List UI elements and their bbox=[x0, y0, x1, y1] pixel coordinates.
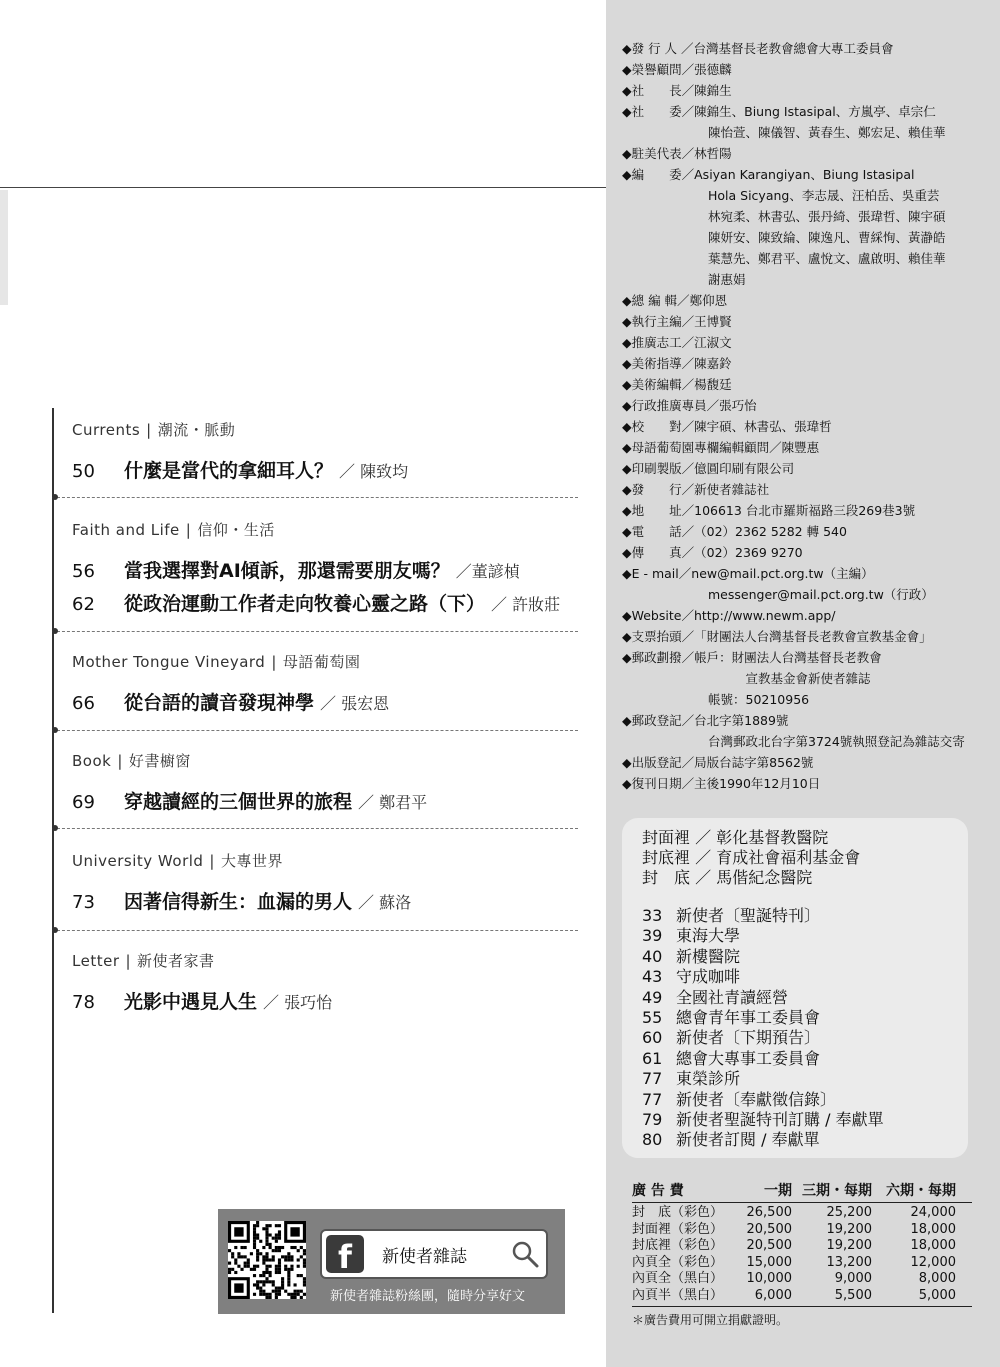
masthead-value: 陳錦生 bbox=[694, 83, 732, 98]
category-zh: 母語葡萄園 bbox=[282, 653, 361, 671]
qr-code-icon[interactable] bbox=[228, 1221, 306, 1299]
masthead-value: 王博賢 bbox=[694, 314, 732, 329]
advertiser-page: 43 bbox=[642, 967, 663, 987]
masthead-label: ◆美術編輯／ bbox=[622, 377, 695, 392]
advertiser-page: 60 bbox=[642, 1028, 663, 1048]
cover-ad-row bbox=[642, 848, 860, 868]
advertiser-row bbox=[642, 1008, 884, 1028]
masthead-label: ◆支票抬頭／ bbox=[622, 629, 695, 644]
masthead-label: ◆母語葡萄園專欄編輯顧問／ bbox=[622, 440, 782, 455]
article-author: ／ 鄭君平 bbox=[358, 793, 428, 812]
cover-ad-name: 彰化基督教醫院 bbox=[716, 828, 829, 847]
rate-row bbox=[632, 1255, 972, 1272]
page-number: 78 bbox=[72, 992, 95, 1013]
rate-cell: 18,000 bbox=[910, 1238, 956, 1253]
section-divider bbox=[52, 828, 578, 829]
masthead-label: ◆發 行／ bbox=[622, 482, 695, 497]
toc-category: Currents | 潮流・脈動 bbox=[72, 421, 236, 439]
masthead-row bbox=[622, 101, 982, 122]
masthead-label: ◆Website／ bbox=[622, 608, 694, 623]
rate-cell: 19,200 bbox=[826, 1238, 872, 1253]
toc-category: Book | 好書櫥窗 bbox=[72, 752, 191, 770]
rate-cell: 內頁半（黑白） bbox=[632, 1287, 724, 1303]
rate-cell: 封 底（彩色） bbox=[632, 1205, 724, 1220]
masthead-row bbox=[622, 605, 982, 626]
advertiser-page: 33 bbox=[642, 906, 663, 925]
masthead-row bbox=[622, 563, 982, 584]
article-author: ／ 陳致均 bbox=[339, 462, 409, 481]
article-author: ／ 張宏恩 bbox=[320, 694, 390, 713]
rate-row bbox=[632, 1238, 972, 1255]
masthead-value: 局版台誌字第8562號 bbox=[694, 755, 814, 770]
masthead-row bbox=[622, 164, 982, 185]
page-number: 62 bbox=[72, 594, 95, 615]
masthead-label: ◆印刷製版／ bbox=[622, 461, 695, 476]
masthead-label: ◆社 長／ bbox=[622, 83, 695, 98]
page-number: 56 bbox=[72, 561, 95, 582]
masthead-row bbox=[622, 479, 982, 500]
top-rule bbox=[0, 187, 606, 188]
masthead-label: ◆校 對／ bbox=[622, 419, 695, 434]
masthead-label: ◆推廣志工／ bbox=[622, 335, 695, 350]
advertiser-name: 東榮診所 bbox=[676, 1069, 741, 1089]
advertiser-page: 49 bbox=[642, 987, 663, 1007]
advertiser-name: 新使者〔下期預告〕 bbox=[676, 1028, 821, 1048]
toc-category: Faith and Life | 信仰・生活 bbox=[72, 521, 275, 539]
article-title: 當我選擇對AI傾訴，那還需要朋友嗎？ bbox=[124, 560, 450, 582]
masthead-label: ◆發 行 人 ／ bbox=[622, 41, 694, 56]
page-number: 66 bbox=[72, 693, 95, 714]
masthead-value: 106613 台北市羅斯福路三段269巷3號 bbox=[694, 503, 916, 518]
masthead-label: ◆榮譽顧問／ bbox=[622, 62, 695, 77]
advertiser-row bbox=[642, 1049, 884, 1069]
masthead-label: ◆駐美代表／ bbox=[622, 146, 695, 161]
masthead-value: （02）2369 9270 bbox=[694, 545, 803, 560]
facebook-banner[interactable] bbox=[218, 1209, 565, 1314]
masthead-row bbox=[622, 143, 982, 164]
masthead-value: 主後1990年12月10日 bbox=[694, 776, 821, 791]
rate-cell: 5,000 bbox=[918, 1287, 956, 1303]
rate-cell: 24,000 bbox=[910, 1205, 956, 1220]
masthead-value: （02）2362 5282 轉 540 bbox=[694, 524, 847, 539]
masthead-value: 江淑文 bbox=[694, 335, 732, 350]
toc-category: University World | 大專世界 bbox=[72, 852, 283, 870]
masthead-row: 葉慧先、鄭君平、盧悅文、盧啟明、賴佳華 bbox=[708, 251, 946, 266]
article-title: 因著信得新生：血漏的男人 bbox=[124, 891, 353, 913]
masthead-row: 陳妍安、陳致綸、陳逸凡、曹綵恂、黃瀞皓 bbox=[708, 230, 946, 245]
masthead-value: new@mail.pct.org.tw（主編） bbox=[691, 566, 874, 581]
advertiser-row bbox=[642, 906, 884, 926]
section-divider bbox=[52, 930, 578, 931]
article-author: ／ 蘇洛 bbox=[358, 893, 412, 912]
masthead-value: 億圓印刷有限公司 bbox=[694, 461, 795, 476]
toc-entry[interactable] bbox=[72, 456, 592, 483]
article-title: 從台語的讀音發現神學 bbox=[124, 692, 315, 714]
left-shade bbox=[0, 190, 8, 305]
advertiser-name: 東海大學 bbox=[676, 926, 741, 946]
advertiser-page: 61 bbox=[642, 1048, 663, 1068]
masthead-row: 宣教基金會新使者雜誌 bbox=[708, 671, 871, 686]
masthead-value: 張德麟 bbox=[694, 62, 732, 77]
masthead-row bbox=[622, 59, 982, 80]
masthead-row bbox=[622, 353, 982, 374]
masthead-value: 陳錦生、Biung Istasipal、方嵐亭、卓宗仁 bbox=[694, 104, 936, 119]
masthead-credits bbox=[622, 38, 982, 794]
page-number: 50 bbox=[72, 461, 95, 482]
masthead-row bbox=[622, 38, 982, 59]
masthead-label: ◆電 話／ bbox=[622, 524, 695, 539]
masthead-row bbox=[622, 626, 982, 647]
advertiser-page: 79 bbox=[642, 1110, 663, 1130]
masthead-value: 台灣基督長老教會總會大專工委員會 bbox=[693, 41, 894, 56]
cover-ad-label: 封 底 ／ bbox=[642, 868, 712, 887]
article-title: 穿越讀經的三個世界的旅程 bbox=[124, 791, 353, 813]
masthead-row: Hola Sicyang、李志晟、汪柏岳、吳重芸 bbox=[708, 188, 940, 203]
category-en: Currents bbox=[72, 421, 141, 439]
masthead-value: 林哲陽 bbox=[694, 146, 732, 161]
masthead-row bbox=[622, 710, 982, 731]
article-author: ／ 張巧怡 bbox=[263, 993, 333, 1012]
article-author: ／ 許妝莊 bbox=[491, 595, 561, 614]
masthead-row: 帳號：50210956 bbox=[708, 692, 810, 707]
masthead-row: 謝惠娟 bbox=[708, 272, 746, 287]
masthead-row bbox=[622, 437, 982, 458]
page-number: 73 bbox=[72, 892, 95, 913]
rate-cell: 15,000 bbox=[746, 1254, 792, 1270]
rate-note: ＊廣告費用可開立捐獻證明。 bbox=[632, 1313, 789, 1327]
toc-entry[interactable] bbox=[72, 589, 592, 616]
masthead-value: 台北字第1889號 bbox=[694, 713, 789, 728]
masthead-label: ◆郵政登記／ bbox=[622, 713, 695, 728]
advertiser-name: 守成咖啡 bbox=[676, 967, 741, 987]
article-title: 從政治運動工作者走向牧養心靈之路（下） bbox=[124, 593, 486, 615]
advertiser-row bbox=[642, 1069, 884, 1089]
masthead-row bbox=[622, 647, 982, 668]
masthead-label: ◆E - mail／ bbox=[622, 566, 692, 581]
toc-entry[interactable] bbox=[72, 887, 592, 914]
masthead-row: 林宛柔、林書弘、張丹綺、張瑋哲、陳宇碩 bbox=[708, 209, 946, 224]
toc-category: Letter | 新使者家書 bbox=[72, 952, 215, 970]
advertiser-name: 總會大專事工委員會 bbox=[676, 1048, 821, 1068]
section-divider bbox=[52, 730, 578, 731]
masthead-row bbox=[622, 521, 982, 542]
masthead-value: 陳嘉鈴 bbox=[694, 356, 732, 371]
section-divider bbox=[52, 497, 578, 498]
advertiser-name: 總會青年事工委員會 bbox=[676, 1008, 821, 1028]
facebook-icon: f bbox=[326, 1235, 364, 1273]
advertiser-row bbox=[642, 967, 884, 987]
masthead-row bbox=[622, 773, 982, 794]
advertiser-index bbox=[622, 818, 968, 1158]
advertiser-row bbox=[642, 926, 884, 946]
rate-rows bbox=[632, 1203, 972, 1307]
masthead-row: 陳怡萱、陳儀智、黃春生、鄭宏足、賴佳華 bbox=[708, 125, 946, 140]
category-zh: 好書櫥窗 bbox=[128, 752, 191, 770]
rate-cell: 5,500 bbox=[834, 1287, 872, 1303]
rate-cell: 封面裡（彩色） bbox=[632, 1221, 724, 1237]
category-zh: 新使者家書 bbox=[137, 952, 215, 970]
masthead-value: 「財團法人台灣基督長老教會宣教基金會」 bbox=[694, 629, 932, 644]
advertiser-row bbox=[642, 1110, 884, 1130]
masthead-value: 陳宇碩、林書弘、張瑋哲 bbox=[694, 419, 832, 434]
rate-cell: 8,000 bbox=[918, 1271, 956, 1286]
rate-header-cell: 六期・每期 bbox=[886, 1183, 956, 1199]
article-author: ／董諺楨 bbox=[455, 562, 520, 581]
rate-cell: 12,000 bbox=[910, 1254, 956, 1270]
masthead-value: Asiyan Karangiyan、Biung Istasipal bbox=[694, 167, 915, 182]
masthead-row bbox=[622, 311, 982, 332]
masthead-label: ◆復刊日期／ bbox=[622, 776, 695, 791]
rate-header bbox=[632, 1180, 972, 1203]
masthead-label: ◆行政推廣專員／ bbox=[622, 398, 720, 413]
rate-cell: 25,200 bbox=[826, 1205, 872, 1220]
toc-entry[interactable] bbox=[72, 688, 592, 715]
toc-category: Mother Tongue Vineyard | 母語葡萄園 bbox=[72, 653, 361, 671]
category-en: Book bbox=[72, 752, 112, 770]
cover-ad-name: 馬偕紀念醫院 bbox=[716, 868, 813, 887]
rate-row bbox=[632, 1271, 972, 1288]
rate-cell: 9,000 bbox=[834, 1271, 872, 1286]
masthead-value: 陳豐惠 bbox=[781, 440, 820, 455]
masthead-row bbox=[622, 80, 982, 101]
advertiser-row bbox=[642, 947, 884, 967]
rate-header-cell: 三期・每期 bbox=[802, 1183, 872, 1199]
advertiser-name: 全國社青讀經營 bbox=[676, 987, 789, 1007]
rate-cell: 封底裡（彩色） bbox=[632, 1238, 724, 1253]
rate-cell: 內頁全（彩色） bbox=[632, 1254, 724, 1270]
toc-entry[interactable] bbox=[72, 556, 592, 583]
article-title: 光影中遇見人生 bbox=[124, 991, 258, 1013]
masthead-value: 新使者雜誌社 bbox=[694, 482, 770, 497]
advertiser-row bbox=[642, 1090, 884, 1110]
rate-header-cell: 廣 告 費 bbox=[632, 1183, 684, 1199]
category-en: Mother Tongue Vineyard bbox=[72, 653, 266, 671]
cover-advertisers bbox=[642, 828, 860, 888]
cover-ad-label: 封面裡 ／ bbox=[642, 828, 712, 847]
masthead-label: ◆郵政劃撥／ bbox=[622, 650, 695, 665]
masthead-value: 張巧怡 bbox=[719, 398, 757, 413]
facebook-page-name: 新使者雜誌 bbox=[382, 1247, 467, 1267]
masthead-label: ◆執行主編／ bbox=[622, 314, 695, 329]
advertiser-page: 55 bbox=[642, 1008, 663, 1028]
category-en: Letter bbox=[72, 952, 120, 970]
masthead-value: http://www.newm.app/ bbox=[693, 608, 836, 623]
advertiser-page: 40 bbox=[642, 946, 663, 966]
masthead-row bbox=[622, 752, 982, 773]
rate-cell: 20,500 bbox=[746, 1238, 792, 1253]
ad-rate-table bbox=[632, 1180, 972, 1328]
masthead-row bbox=[622, 290, 982, 311]
facebook-caption: 新使者雜誌粉絲團，隨時分享好文 bbox=[330, 1289, 526, 1304]
masthead-label: ◆社 委／ bbox=[622, 104, 695, 119]
masthead-label: ◆編 委／ bbox=[622, 167, 695, 182]
masthead-label: ◆美術指導／ bbox=[622, 356, 695, 371]
facebook-search-box[interactable] bbox=[320, 1229, 548, 1279]
article-title: 什麼是當代的拿細耳人？ bbox=[124, 460, 334, 482]
rate-row bbox=[632, 1205, 972, 1222]
rate-header-cell: 一期 bbox=[764, 1183, 792, 1199]
masthead-row bbox=[622, 395, 982, 416]
masthead-label: ◆總 編 輯／ bbox=[622, 293, 690, 308]
rate-cell: 內頁全（黑白） bbox=[632, 1271, 724, 1286]
masthead-label: ◆出版登記／ bbox=[622, 755, 695, 770]
masthead-value: 楊馥廷 bbox=[694, 377, 732, 392]
advertiser-row bbox=[642, 1028, 884, 1048]
advertiser-name: 新樓醫院 bbox=[676, 946, 741, 966]
search-icon bbox=[510, 1239, 540, 1273]
rate-cell: 18,000 bbox=[910, 1221, 956, 1237]
masthead-row bbox=[622, 542, 982, 563]
masthead-label: ◆傳 真／ bbox=[622, 545, 695, 560]
masthead-row: 台灣郵政北台字第3724號執照登記為雜誌交寄 bbox=[708, 734, 965, 749]
advertiser-page: 39 bbox=[642, 926, 663, 946]
category-en: Faith and Life bbox=[72, 521, 180, 539]
rate-cell: 26,500 bbox=[746, 1205, 792, 1220]
toc-entry[interactable] bbox=[72, 787, 592, 814]
advertiser-name: 新使者〔奉獻徵信錄〕 bbox=[676, 1089, 837, 1109]
masthead-row bbox=[622, 332, 982, 353]
masthead-value: 帳戶：財團法人台灣基督長老教會 bbox=[694, 650, 882, 665]
masthead-row: messenger@mail.pct.org.tw（行政） bbox=[708, 587, 934, 602]
advertiser-page: 80 bbox=[642, 1130, 663, 1150]
advertiser-page: 77 bbox=[642, 1089, 663, 1109]
advertiser-row bbox=[642, 988, 884, 1008]
toc-vertical-rule bbox=[52, 408, 54, 1313]
masthead-row bbox=[622, 374, 982, 395]
rate-cell: 6,000 bbox=[754, 1287, 792, 1303]
section-divider bbox=[52, 631, 578, 632]
advertiser-row bbox=[642, 1130, 884, 1150]
category-zh: 大專世界 bbox=[220, 852, 283, 870]
masthead-row bbox=[622, 458, 982, 479]
cover-ad-name: 育成社會福利基金會 bbox=[716, 848, 861, 867]
rate-row bbox=[632, 1222, 972, 1239]
rate-cell: 10,000 bbox=[746, 1271, 792, 1286]
cover-ad-label: 封底裡 ／ bbox=[642, 848, 712, 867]
page-number: 69 bbox=[72, 792, 95, 813]
advertiser-page: 77 bbox=[642, 1069, 663, 1089]
advertiser-name: 新使者〔聖誕特刊〕 bbox=[676, 906, 821, 925]
rate-row bbox=[632, 1288, 972, 1305]
page-advertisers bbox=[642, 906, 884, 1151]
masthead-label: ◆地 址／ bbox=[622, 503, 695, 518]
category-en: University World bbox=[72, 852, 204, 870]
category-zh: 潮流・脈動 bbox=[157, 421, 236, 439]
rate-cell: 19,200 bbox=[826, 1221, 872, 1237]
rate-cell: 13,200 bbox=[826, 1254, 872, 1270]
advertiser-name: 新使者訂閱 / 奉獻單 bbox=[676, 1130, 820, 1150]
cover-ad-row bbox=[642, 828, 860, 848]
masthead-row bbox=[622, 416, 982, 437]
rate-cell: 20,500 bbox=[746, 1221, 792, 1237]
toc-entry[interactable] bbox=[72, 987, 592, 1014]
masthead-value: 鄭仰恩 bbox=[689, 293, 728, 308]
cover-ad-row bbox=[642, 868, 860, 888]
masthead-row bbox=[622, 500, 982, 521]
category-zh: 信仰・生活 bbox=[197, 521, 275, 539]
advertiser-name: 新使者聖誕特刊訂購 / 奉獻單 bbox=[676, 1110, 884, 1130]
